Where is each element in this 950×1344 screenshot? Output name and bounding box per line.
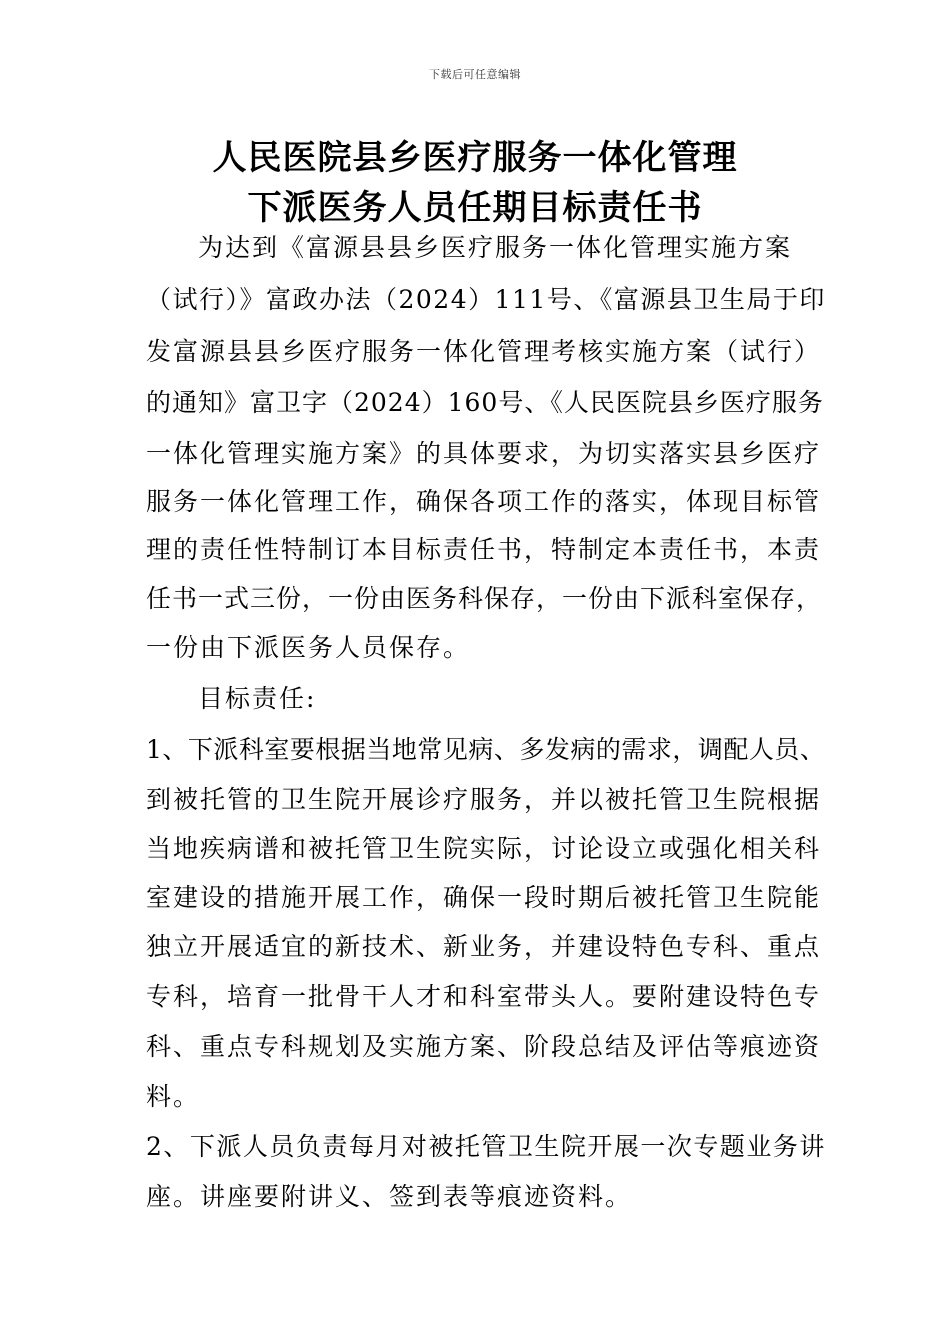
item1-line: 室建设的措施开展工作，确保一段时期后被托管卫生院能 (146, 883, 822, 912)
intro-line: （试行）》富政办法（2024）111号、《富源县卫生局于印 (146, 285, 826, 314)
intro-line: 理的责任性特制订本目标责任书，特制定本责任书，本责 (146, 535, 822, 564)
item2-line: 2、下派人员负责每月对被托管卫生院开展一次专题业务讲 (146, 1132, 826, 1161)
item1-line: 1、下派科室要根据当地常见病、多发病的需求，调配人员、 (146, 735, 826, 764)
header-note: 下载后可任意编辑 (429, 68, 521, 81)
item1-line: 专科，培育一批骨干人才和科室带头人。要附建设特色专 (146, 982, 822, 1011)
document-title-line-2: 下派医务人员任期目标责任书 (247, 188, 703, 228)
item1-line: 当地疾病谱和被托管卫生院实际，讨论设立或强化相关科 (146, 834, 822, 863)
item1-line: 独立开展适宜的新技术、新业务，并建设特色专科、重点 (146, 932, 822, 961)
intro-line: 的通知》富卫字（2024）160号、《人民医院县乡医疗服务 (146, 388, 824, 417)
intro-line: 一份由下派医务人员保存。 (146, 633, 471, 662)
intro-line: 服务一体化管理工作，确保各项工作的落实，体现目标管 (146, 487, 822, 516)
goal-heading: 目标责任: (198, 684, 317, 713)
item2-line: 座。讲座要附讲义、签到表等痕迹资料。 (146, 1182, 633, 1211)
intro-line: 一体化管理实施方案》的具体要求，为切实落实县乡医疗 (146, 439, 822, 468)
intro-line: 任书一式三份，一份由医务科保存，一份由下派科室保存， (146, 584, 823, 613)
item1-line: 到被托管的卫生院开展诊疗服务，并以被托管卫生院根据 (146, 785, 822, 814)
intro-line: 发富源县县乡医疗服务一体化管理考核实施方案（试行） (146, 337, 822, 366)
item1-line: 科、重点专科规划及实施方案、阶段总结及评估等痕迹资 (146, 1032, 822, 1061)
intro-line: 为达到《富源县县乡医疗服务一体化管理实施方案 (198, 233, 793, 262)
document-title-line-1: 人民医院县乡医疗服务一体化管理 (212, 138, 738, 178)
item1-line: 料。 (146, 1082, 201, 1111)
